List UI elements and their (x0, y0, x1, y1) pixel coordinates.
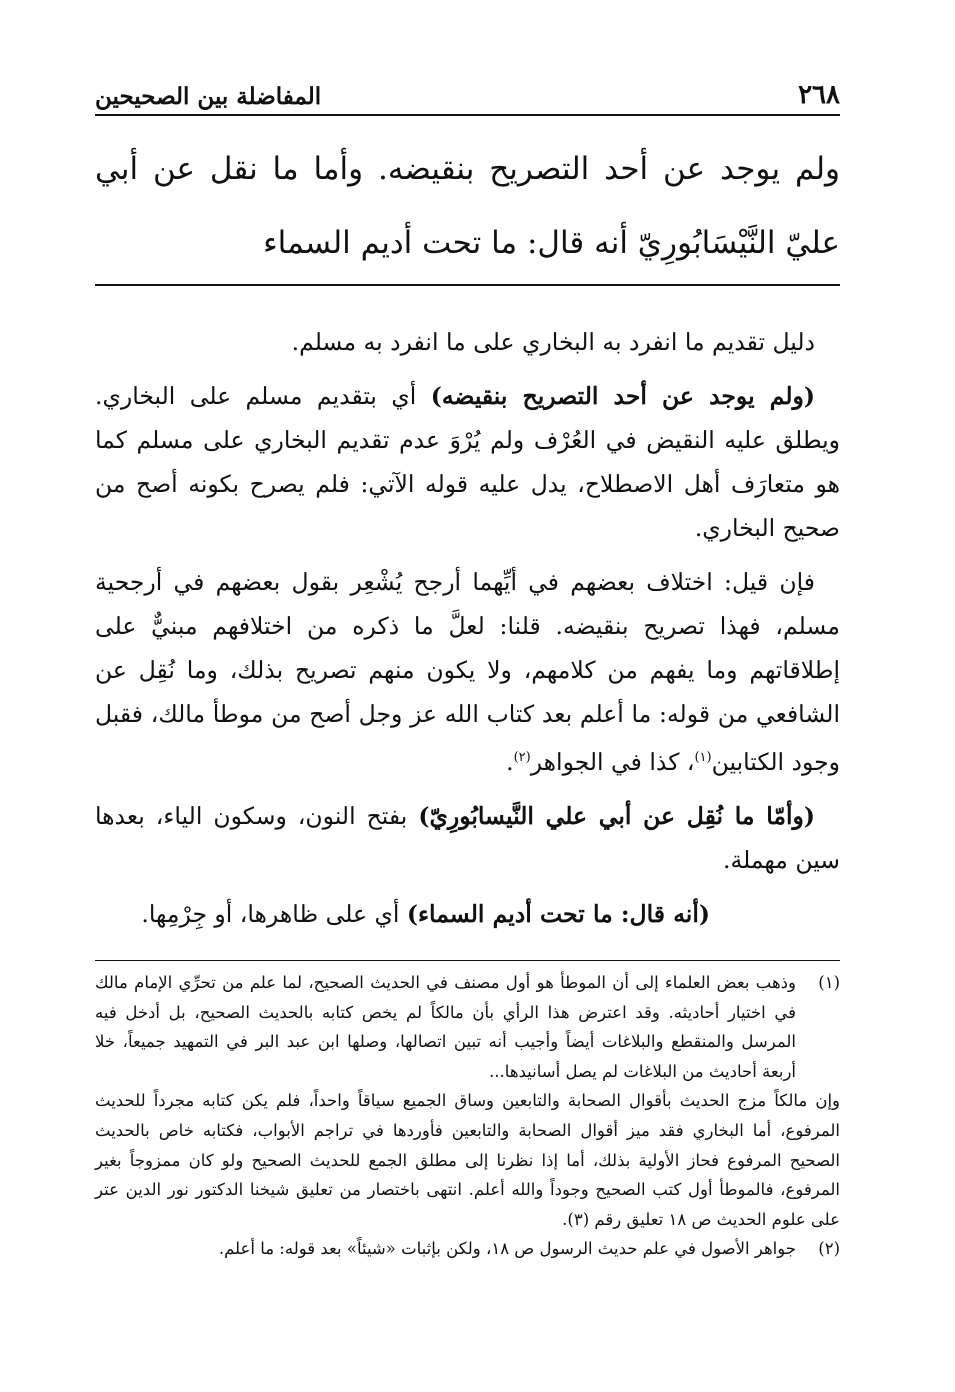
commentary-paragraph (95, 374, 840, 550)
matn-text: ولم يوجد عن أحد التصريح بنقيضه. وأما ما نقل عن أبي عليّ النَّيْسَابُورِيّ أنه قال: ما تحت أديم السماء (95, 151, 840, 261)
commentary-text: أي على ظاهرها، أو جِرْمِها. (141, 899, 407, 928)
footnote-number: (١) (818, 973, 840, 992)
quoted-matn: (أنه قال: ما تحت أديم السماء) (406, 899, 710, 928)
page-number: ٢٦٨ (798, 80, 840, 110)
commentary-paragraph (95, 794, 840, 882)
commentary-text: . (506, 747, 514, 776)
footnote-divider (95, 960, 840, 961)
quoted-matn: (ولم يوجد عن أحد التصريح بنقيضه) (430, 382, 815, 410)
footnote-1-continuation: وإن مالكاً مزج الحديث بأقوال الصحابة والتابعين وساق الجميع سياقاً واحداً، فلم يكن كتابه مجرداً للحديث المرفوع، أما البخاري فقد ميز أقوال الصحابة والتابعين فأوردها في تراجم الأبواب، فكتابه خاص بالحديث الصحيح المرفوع فحاز الأولية بذلك، أما إذا نظرنا إلى مطلق الجمع للحديث الصحيح ولو كان ممزوجاً بغير المرفوع، فالموطأ أول كتب الصحيح وجوداً والله أعلم. انتهى باختصار من تعليق شيخنا الدكتور نور الدين عتر على علوم الحديث ص ١٨ تعليق رقم (٣). (95, 1091, 840, 1229)
commentary-text: ، كذا في الجواهر (530, 747, 695, 776)
header-divider (95, 114, 840, 116)
commentary-text: بفتح النون، وسكون الياء، بعدها سين مهملة. (95, 801, 840, 874)
footnote-text: جواهر الأصول في علم حديث الرسول ص ١٨، ولكن بإثبات «شيئاً» بعد قوله: ما أعلم. (218, 1239, 796, 1259)
commentary-body (95, 320, 840, 946)
commentary-text: فإن قيل: اختلاف بعضهم في أيِّهما أرجح يُشْعِر بقول بعضهم في أرجحية مسلم، فهذا تصريح بنقيضه. قلنا: لعلَّ ما ذكره من اختلافهم مبنيٌّ على إطلاقاتهم وما يفهم من كلامهم، ولا يكون منهم تصريح بذلك، وما نُقِل عن الشافعي من قوله: ما أعلم بعد كتاب الله عز وجل أصح من موطأ مالك، فقبل وجود الكتابين (95, 568, 840, 776)
footnotes (95, 968, 840, 1264)
commentary-paragraph (95, 892, 840, 936)
commentary-paragraph: دليل تقديم ما انفرد به البخاري على ما انفرد به مسلم. (291, 328, 815, 356)
footnote-number: (٢) (818, 1239, 840, 1259)
commentary-paragraph (95, 560, 840, 784)
footnote-ref-1[interactable]: (١) (694, 750, 712, 765)
footnote-ref-2[interactable]: (٢) (513, 750, 531, 765)
footnote-1 (95, 968, 840, 1086)
page-header (95, 74, 840, 110)
running-title: المفاضلة بين الصحيحين (95, 83, 322, 110)
footnote-text: وذهب بعض العلماء إلى أن الموطأ هو أول مصنف في الحديث الصحيح، لما علم من تحرِّي الإمام مالك في اختيار أحاديثه. وقد اعترض هذا الرأي بأن مالكاً لم يخص كتابه بالحديث الصحيح، بل أدخل فيه المرسل والمنقطع والبلاغات أيضاً وأجيب أنه تبين اتصالها، وصلها ابن عبد البر في التمهيد جميعاً، خلا أربعة أحاديث من البلاغات لم يصل أسانيدها... (95, 973, 796, 1081)
footnote-2 (95, 1234, 840, 1264)
matn-divider (95, 284, 840, 286)
commentary-text: أي بتقديم مسلم على البخاري. ويطلق عليه النقيض في العُرْف ولم يُرْوَ عدم تقديم البخاري على مسلم كما هو متعارَف أهل الاصطلاح، يدل عليه قوله الآتي: فلم يصرح بكونه أصح من صحيح البخاري. (95, 382, 840, 542)
quoted-matn: (وأمّا ما نُقِل عن أبي علي النَّيسابُورِيّ) (418, 801, 815, 830)
